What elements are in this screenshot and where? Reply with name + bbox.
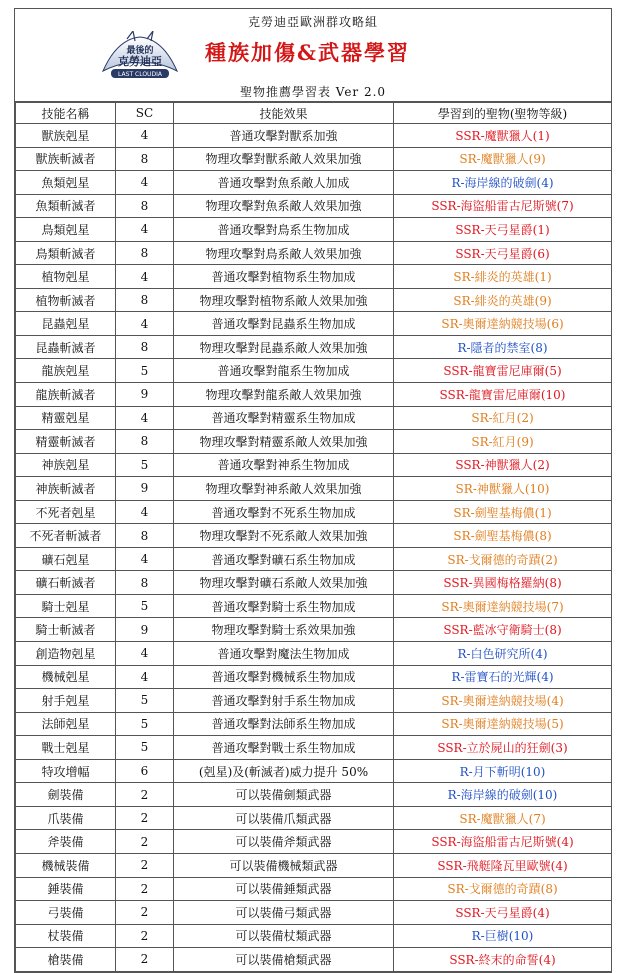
skill-effect-cell: 可以裝備槍類武器 xyxy=(174,948,394,972)
skill-effect-cell: 普通攻擊對魚系敵人加成 xyxy=(174,171,394,195)
table-row xyxy=(16,901,612,925)
sc-cell: 4 xyxy=(116,665,174,689)
table-row xyxy=(16,618,612,642)
skill-name-cell: 錘裝備 xyxy=(16,877,116,901)
table-row xyxy=(16,241,612,265)
relic-cell: SSR-龍寶雷尼庫爾(5) xyxy=(394,359,612,383)
skill-effect-cell: 物理攻擊對魚系敵人效果加強 xyxy=(174,194,394,218)
relic-cell: SSR-終末的命誓(4) xyxy=(394,948,612,972)
relic-cell: SR-劍聖基梅儂(8) xyxy=(394,524,612,548)
skill-effect-cell: 可以裝備錘類武器 xyxy=(174,877,394,901)
skill-effect-cell: 普通攻擊對昆蟲系生物加成 xyxy=(174,312,394,336)
table-row xyxy=(16,288,612,312)
table-row xyxy=(16,194,612,218)
sc-cell: 2 xyxy=(116,877,174,901)
skill-effect-cell: 物理攻擊對不死系敵人效果加強 xyxy=(174,524,394,548)
relic-cell: SSR-天弓星爵(1) xyxy=(394,218,612,242)
skill-effect-cell: 物理攻擊對鳥系敵人效果加強 xyxy=(174,241,394,265)
table-row xyxy=(16,477,612,501)
table-header-row xyxy=(16,103,612,124)
last-cloudia-logo xyxy=(97,31,183,81)
skill-effect-cell: 可以裝備劍類武器 xyxy=(174,783,394,807)
relic-cell: SR-魔獸獵人(7) xyxy=(394,806,612,830)
sc-cell: 2 xyxy=(116,853,174,877)
skill-effect-cell: (剋星)及(斬滅者)威力提升 50% xyxy=(174,759,394,783)
skill-name-cell: 斧裝備 xyxy=(16,830,116,854)
table-row xyxy=(16,453,612,477)
skill-name-cell: 魚類剋星 xyxy=(16,171,116,195)
sc-cell: 2 xyxy=(116,924,174,948)
skill-name-cell: 鳥類剋星 xyxy=(16,218,116,242)
sc-cell: 2 xyxy=(116,783,174,807)
relic-cell: R-巨樹(10) xyxy=(394,924,612,948)
table-row xyxy=(16,124,612,148)
skill-table xyxy=(15,102,612,972)
skill-name-cell: 劍裝備 xyxy=(16,783,116,807)
sc-cell: 8 xyxy=(116,194,174,218)
relic-cell: SR-奧爾達納競技場(7) xyxy=(394,594,612,618)
table-body xyxy=(16,124,612,972)
skill-name-cell: 精靈斬滅者 xyxy=(16,430,116,454)
skill-name-cell: 爪裝備 xyxy=(16,806,116,830)
skill-name-cell: 不死者斬滅者 xyxy=(16,524,116,548)
sc-cell: 4 xyxy=(116,642,174,666)
skill-effect-cell: 普通攻擊對魔法生物加成 xyxy=(174,642,394,666)
skill-effect-cell: 物理攻擊對植物系敵人效果加強 xyxy=(174,288,394,312)
skill-effect-cell: 普通攻擊對精靈系生物加成 xyxy=(174,406,394,430)
skill-effect-cell: 普通攻擊對戰士系生物加成 xyxy=(174,736,394,760)
sc-cell: 2 xyxy=(116,948,174,972)
relic-cell: SR-奧爾達納競技場(5) xyxy=(394,712,612,736)
guide-sheet xyxy=(14,8,612,973)
header-skill-effect: 技能效果 xyxy=(174,103,394,124)
relic-cell: SSR-飛艇隆瓦里歐號(4) xyxy=(394,853,612,877)
relic-cell: R-隱者的禁室(8) xyxy=(394,335,612,359)
table-row xyxy=(16,594,612,618)
table-row xyxy=(16,547,612,571)
relic-cell: SSR-神獸獵人(2) xyxy=(394,453,612,477)
sc-cell: 9 xyxy=(116,618,174,642)
skill-effect-cell: 物理攻擊對騎士系效果加強 xyxy=(174,618,394,642)
relic-cell: SSR-天弓星爵(4) xyxy=(394,901,612,925)
skill-name-cell: 戰士剋星 xyxy=(16,736,116,760)
sc-cell: 5 xyxy=(116,453,174,477)
table-row xyxy=(16,689,612,713)
relic-cell: SR-戈爾德的奇蹟(8) xyxy=(394,877,612,901)
sc-cell: 2 xyxy=(116,901,174,925)
skill-name-cell: 法師剋星 xyxy=(16,712,116,736)
skill-name-cell: 植物斬滅者 xyxy=(16,288,116,312)
skill-effect-cell: 普通攻擊對礦石系生物加成 xyxy=(174,547,394,571)
header-relic: 學習到的聖物(聖物等級) xyxy=(394,103,612,124)
skill-name-cell: 魚類斬滅者 xyxy=(16,194,116,218)
sc-cell: 8 xyxy=(116,147,174,171)
skill-effect-cell: 可以裝備杖類武器 xyxy=(174,924,394,948)
skill-name-cell: 神族剋星 xyxy=(16,453,116,477)
relic-cell: SR-戈爾德的奇蹟(2) xyxy=(394,547,612,571)
skill-name-cell: 礦石剋星 xyxy=(16,547,116,571)
table-row xyxy=(16,171,612,195)
skill-effect-cell: 物理攻擊對昆蟲系敵人效果加強 xyxy=(174,335,394,359)
table-row xyxy=(16,406,612,430)
sc-cell: 8 xyxy=(116,524,174,548)
table-row xyxy=(16,877,612,901)
table-row xyxy=(16,265,612,289)
relic-cell: SR-神獸獵人(10) xyxy=(394,477,612,501)
sc-cell: 8 xyxy=(116,241,174,265)
table-row xyxy=(16,948,612,972)
skill-effect-cell: 可以裝備爪類武器 xyxy=(174,806,394,830)
skill-name-cell: 礦石斬滅者 xyxy=(16,571,116,595)
sc-cell: 8 xyxy=(116,335,174,359)
sc-cell: 8 xyxy=(116,571,174,595)
skill-effect-cell: 普通攻擊對龍系生物加成 xyxy=(174,359,394,383)
sc-cell: 4 xyxy=(116,218,174,242)
skill-name-cell: 不死者剋星 xyxy=(16,500,116,524)
relic-cell: SR-緋炎的英雄(9) xyxy=(394,288,612,312)
skill-effect-cell: 普通攻擊對法師系生物加成 xyxy=(174,712,394,736)
relic-cell: SR-魔獸獵人(9) xyxy=(394,147,612,171)
skill-effect-cell: 物理攻擊對獸系敵人效果加強 xyxy=(174,147,394,171)
sc-cell: 4 xyxy=(116,500,174,524)
table-row xyxy=(16,312,612,336)
relic-cell: SSR-龍寶雷尼庫爾(10) xyxy=(394,383,612,407)
table-row xyxy=(16,783,612,807)
relic-cell: SR-劍聖基梅儂(1) xyxy=(394,500,612,524)
relic-cell: SR-奧爾達納競技場(6) xyxy=(394,312,612,336)
skill-name-cell: 獸族斬滅者 xyxy=(16,147,116,171)
svg-text:最後的: 最後的 xyxy=(126,46,154,56)
skill-name-cell: 創造物剋星 xyxy=(16,642,116,666)
sc-cell: 5 xyxy=(116,736,174,760)
sc-cell: 4 xyxy=(116,312,174,336)
relic-cell: SR-紅月(2) xyxy=(394,406,612,430)
skill-name-cell: 昆蟲斬滅者 xyxy=(16,335,116,359)
table-row xyxy=(16,500,612,524)
svg-text:克勞迪亞: 克勞迪亞 xyxy=(118,55,162,68)
skill-effect-cell: 可以裝備斧類武器 xyxy=(174,830,394,854)
sc-cell: 5 xyxy=(116,594,174,618)
relic-cell: SSR-海盜船雷古尼斯號(7) xyxy=(394,194,612,218)
table-row xyxy=(16,712,612,736)
relic-cell: SR-奧爾達納競技場(4) xyxy=(394,689,612,713)
sc-cell: 4 xyxy=(116,406,174,430)
table-row xyxy=(16,736,612,760)
skill-name-cell: 弓裝備 xyxy=(16,901,116,925)
skill-effect-cell: 普通攻擊對鳥系生物加成 xyxy=(174,218,394,242)
skill-name-cell: 騎士剋星 xyxy=(16,594,116,618)
table-row xyxy=(16,830,612,854)
skill-effect-cell: 可以裝備弓類武器 xyxy=(174,901,394,925)
skill-name-cell: 特攻增幅 xyxy=(16,759,116,783)
skill-name-cell: 龍族剋星 xyxy=(16,359,116,383)
skill-effect-cell: 普通攻擊對不死系生物加成 xyxy=(174,500,394,524)
skill-effect-cell: 普通攻擊對騎士系生物加成 xyxy=(174,594,394,618)
svg-text:LAST CLOUDIA: LAST CLOUDIA xyxy=(118,71,162,78)
skill-effect-cell: 物理攻擊對神系敵人效果加強 xyxy=(174,477,394,501)
relic-cell: SSR-魔獸獵人(1) xyxy=(394,124,612,148)
table-row xyxy=(16,430,612,454)
page-subtitle: 聖物推薦學習表 Ver 2.0 xyxy=(239,85,387,99)
sc-cell: 8 xyxy=(116,430,174,454)
org-name: 克勞迪亞歐洲群攻略組 xyxy=(247,15,378,29)
table-row xyxy=(16,147,612,171)
skill-effect-cell: 普通攻擊對射手系生物加成 xyxy=(174,689,394,713)
skill-effect-cell: 可以裝備機械類武器 xyxy=(174,853,394,877)
relic-cell: SSR-異國梅格羅納(8) xyxy=(394,571,612,595)
skill-name-cell: 騎士斬滅者 xyxy=(16,618,116,642)
header-sc: SC xyxy=(116,103,174,124)
table-row xyxy=(16,335,612,359)
sc-cell: 8 xyxy=(116,288,174,312)
sc-cell: 5 xyxy=(116,359,174,383)
skill-effect-cell: 普通攻擊對植物系生物加成 xyxy=(174,265,394,289)
relic-cell: SSR-立於屍山的狂劍(3) xyxy=(394,736,612,760)
skill-name-cell: 神族斬滅者 xyxy=(16,477,116,501)
sc-cell: 4 xyxy=(116,265,174,289)
skill-name-cell: 射手剋星 xyxy=(16,689,116,713)
relic-cell: R-雷寶石的光輝(4) xyxy=(394,665,612,689)
sc-cell: 5 xyxy=(116,712,174,736)
relic-cell: SR-緋炎的英雄(1) xyxy=(394,265,612,289)
skill-name-cell: 昆蟲剋星 xyxy=(16,312,116,336)
relic-cell: R-海岸線的破劍(4) xyxy=(394,171,612,195)
skill-effect-cell: 普通攻擊對機械系生物加成 xyxy=(174,665,394,689)
relic-cell: R-月下斬明(10) xyxy=(394,759,612,783)
skill-effect-cell: 普通攻擊對神系生物加成 xyxy=(174,453,394,477)
relic-cell: SSR-藍冰守衛騎士(8) xyxy=(394,618,612,642)
table-row xyxy=(16,642,612,666)
relic-cell: SR-紅月(9) xyxy=(394,430,612,454)
sc-cell: 2 xyxy=(116,830,174,854)
sc-cell: 9 xyxy=(116,383,174,407)
skill-name-cell: 機械裝備 xyxy=(16,853,116,877)
relic-cell: R-海岸線的破劍(10) xyxy=(394,783,612,807)
header-skill-name: 技能名稱 xyxy=(16,103,116,124)
skill-name-cell: 機械剋星 xyxy=(16,665,116,689)
table-row xyxy=(16,759,612,783)
sc-cell: 4 xyxy=(116,171,174,195)
table-row xyxy=(16,359,612,383)
skill-name-cell: 龍族斬滅者 xyxy=(16,383,116,407)
skill-effect-cell: 物理攻擊對龍系敵人效果加強 xyxy=(174,383,394,407)
skill-name-cell: 獸族剋星 xyxy=(16,124,116,148)
guide-header xyxy=(15,9,611,102)
skill-name-cell: 精靈剋星 xyxy=(16,406,116,430)
table-row xyxy=(16,571,612,595)
table-row xyxy=(16,853,612,877)
skill-effect-cell: 物理攻擊對礦石系敵人效果加強 xyxy=(174,571,394,595)
table-row xyxy=(16,806,612,830)
sc-cell: 2 xyxy=(116,806,174,830)
table-row xyxy=(16,924,612,948)
table-row xyxy=(16,524,612,548)
relic-cell: R-白色研究所(4) xyxy=(394,642,612,666)
relic-cell: SSR-海盜船雷古尼斯號(4) xyxy=(394,830,612,854)
skill-name-cell: 植物剋星 xyxy=(16,265,116,289)
sc-cell: 6 xyxy=(116,759,174,783)
skill-name-cell: 鳥類斬滅者 xyxy=(16,241,116,265)
skill-name-cell: 槍裝備 xyxy=(16,948,116,972)
table-row xyxy=(16,665,612,689)
relic-cell: SSR-天弓星爵(6) xyxy=(394,241,612,265)
sc-cell: 5 xyxy=(116,689,174,713)
sc-cell: 4 xyxy=(116,124,174,148)
skill-effect-cell: 物理攻擊對精靈系敵人效果加強 xyxy=(174,430,394,454)
skill-name-cell: 杖裝備 xyxy=(16,924,116,948)
sc-cell: 9 xyxy=(116,477,174,501)
table-row xyxy=(16,383,612,407)
sc-cell: 4 xyxy=(116,547,174,571)
page-title: 種族加傷&武器學習 xyxy=(205,40,410,65)
table-row xyxy=(16,218,612,242)
skill-effect-cell: 普通攻擊對獸系加強 xyxy=(174,124,394,148)
